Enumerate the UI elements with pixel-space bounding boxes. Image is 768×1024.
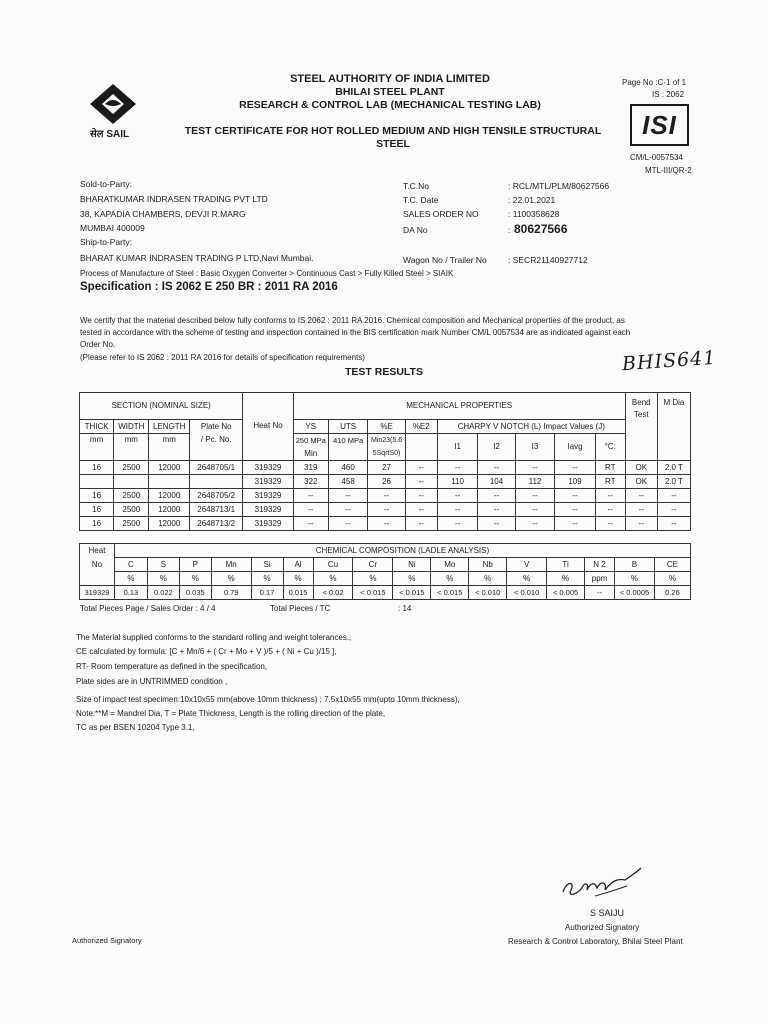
table-cell: 2500 — [114, 489, 149, 503]
chem-unit: % — [179, 572, 211, 586]
table-row — [80, 489, 691, 503]
table-cell: 110 — [437, 475, 478, 489]
table-cell — [114, 475, 149, 489]
sales-order-no: : 1100358628 — [508, 209, 560, 219]
table-cell: OK — [625, 461, 657, 475]
table-cell: -- — [478, 503, 515, 517]
signature-icon — [555, 860, 645, 902]
mandrel-dia-header: M Dia — [657, 393, 690, 461]
table-cell: 109 — [555, 475, 596, 489]
table-cell: 104 — [478, 475, 515, 489]
table-cell: -- — [478, 489, 515, 503]
note-5: Size of impact test specimen:10x10x55 mm(above 10mm thickness) ; 7.5x10x55 mm(upto 10mm thickness), — [76, 695, 460, 704]
chem-element-header: Al — [283, 558, 313, 572]
signature-scribble — [555, 860, 645, 907]
lab-name: RESEARCH & CONTROL LAB (MECHANICAL TESTING LAB) — [239, 99, 541, 111]
certificate-title: TEST CERTIFICATE FOR HOT ROLLED MEDIUM AND HIGH TENSILE STRUCTURAL — [184, 125, 602, 137]
table-cell: -- — [368, 517, 405, 531]
chem-heat-label: Heat — [80, 544, 115, 558]
signatory-org: Research & Control Laboratory, Bhilai Steel Plant — [508, 937, 683, 946]
bend-test-header-text: Bend Test — [631, 398, 651, 419]
table-cell: -- — [405, 475, 437, 489]
table-cell: -- — [515, 461, 555, 475]
uts-min-blank — [328, 447, 368, 461]
tc-date: : 22.01.2021 — [508, 195, 556, 205]
table-cell: -- — [437, 503, 478, 517]
elongation2-spec — [405, 434, 437, 461]
chem-value: 0.022 — [147, 586, 179, 600]
table-cell: -- — [555, 461, 596, 475]
table-cell: 26 — [368, 475, 405, 489]
chem-unit: % — [654, 572, 690, 586]
cml-number: CM/L-0057534 — [630, 153, 683, 162]
table-cell: 12000 — [149, 517, 190, 531]
uts-header: UTS — [328, 420, 368, 434]
company-name: STEEL AUTHORITY OF INDIA LIMITED — [290, 73, 490, 85]
certify-line-1: We certify that the material described below fully conforms to IS 2062 : 2011 RA 2016. Chemical composition and Mechanical properties of the product, as — [80, 316, 625, 325]
uts-spec: 410 MPa — [328, 434, 368, 448]
charpy-header: CHARPY V NOTCH (L) Impact Values (J) — [437, 420, 625, 434]
chem-unit: % — [147, 572, 179, 586]
certify-line-3: Order No. — [80, 340, 116, 349]
table-cell: -- — [657, 489, 690, 503]
table-cell: RT — [595, 461, 625, 475]
table-cell: -- — [293, 517, 328, 531]
tc-no-label: T.C.No — [403, 181, 429, 191]
table-cell: -- — [555, 489, 596, 503]
certify-line-4: (Please refer to IS 2062 : 2011 RA 2016 for details of specification requirements) — [80, 353, 365, 362]
width-header: WIDTH — [114, 420, 149, 434]
table-cell: 319329 — [243, 461, 293, 475]
chem-unit: ppm — [585, 572, 615, 586]
chem-value: 0.17 — [251, 586, 283, 600]
handwritten-note: BHIS641 — [621, 346, 717, 376]
ys-header: YS — [293, 420, 328, 434]
chem-element-header: Mn — [211, 558, 251, 572]
chem-element-header: Mo — [431, 558, 469, 572]
process-of-manufacture: Process of Manufacture of Steel : Basic Oxygen Converter > Continuous Cast > Fully Killed Steel > SIAIK — [80, 269, 454, 278]
table-cell: -- — [437, 461, 478, 475]
table-cell: -- — [328, 489, 368, 503]
table-cell: -- — [368, 503, 405, 517]
chem-unit: % — [615, 572, 655, 586]
temp-header: °C: — [595, 434, 625, 461]
wagon-no: : SECR21140927712 — [508, 255, 588, 265]
table-cell: -- — [328, 517, 368, 531]
table-cell: 322 — [293, 475, 328, 489]
table-cell: -- — [293, 503, 328, 517]
chem-unit: % — [469, 572, 507, 586]
certificate-title-2: STEEL — [376, 138, 410, 150]
section-header: SECTION (NOMINAL SIZE) — [80, 393, 243, 420]
chem-unit: % — [431, 572, 469, 586]
table-cell: 2648713/1 — [190, 503, 243, 517]
table-cell: -- — [625, 517, 657, 531]
chem-unit: % — [313, 572, 353, 586]
width-unit: mm — [114, 434, 149, 461]
table-cell: 319329 — [243, 503, 293, 517]
chem-value: 0.13 — [114, 586, 147, 600]
table-cell: 2648705/1 — [190, 461, 243, 475]
chem-value: < 0.0005 — [615, 586, 655, 600]
table-cell — [80, 475, 114, 489]
chem-element-header: P — [179, 558, 211, 572]
length-unit: mm — [149, 434, 190, 461]
table-cell: -- — [595, 503, 625, 517]
table-cell: -- — [405, 461, 437, 475]
chem-value: -- — [585, 586, 615, 600]
chem-unit: % — [283, 572, 313, 586]
chem-unit: % — [114, 572, 147, 586]
isi-mark — [630, 104, 689, 146]
form-ref: MTL-III/QR-2 — [645, 166, 692, 175]
chem-element-header: C — [114, 558, 147, 572]
chem-value: 0.26 — [654, 586, 690, 600]
table-row — [80, 503, 691, 517]
length-header: LENGTH — [149, 420, 190, 434]
table-cell: 319329 — [243, 489, 293, 503]
chemical-composition-header: CHEMICAL COMPOSITION (LADLE ANALYSIS) — [114, 544, 690, 558]
chem-value: 0.79 — [211, 586, 251, 600]
sold-to-addr2: MUMBAI 400009 — [80, 223, 145, 233]
table-cell: 27 — [368, 461, 405, 475]
table-cell: -- — [368, 489, 405, 503]
table-cell: -- — [515, 517, 555, 531]
total-pieces-tc-label: Total Pieces / TC — [270, 604, 331, 613]
chem-value: < 0.015 — [431, 586, 469, 600]
table-cell: 2648713/2 — [190, 517, 243, 531]
table-cell: 2.0 T — [657, 475, 690, 489]
isi-mark-text: ISI — [642, 109, 677, 140]
note-1: The Material supplied conforms to the standard rolling and weight tolerances., — [76, 633, 352, 642]
ys-spec: 250 MPa — [293, 434, 328, 448]
signatory-role: Authorized Signatory — [565, 923, 640, 932]
certify-line-2: tested in accordance with the scheme of testing and inspection contained in the BIS certification mark Number CM/L 0057534 are as indicated against each — [80, 328, 631, 337]
left-signatory-label: Authorized Signatory — [72, 936, 142, 945]
table-cell: -- — [555, 517, 596, 531]
table-cell: -- — [595, 517, 625, 531]
sold-to-label: Sold-to-Party: — [80, 179, 132, 189]
chem-no-label: No — [80, 558, 115, 572]
table-cell — [149, 475, 190, 489]
chem-element-header: Cu — [313, 558, 353, 572]
thick-header: THICK — [80, 420, 114, 434]
table-cell: -- — [405, 503, 437, 517]
i1-header: I1 — [437, 434, 478, 461]
chem-value: 0.015 — [283, 586, 313, 600]
table-cell: -- — [437, 517, 478, 531]
i2-header: I2 — [478, 434, 515, 461]
note-7: TC as per BSEN 10204 Type 3.1, — [76, 723, 195, 732]
note-2: CE calculated by formula: [C + Mn/6 + ( Cr + Mo + V )/5 + ( Ni + Cu )/15 ], — [76, 647, 337, 656]
table-cell: 12000 — [149, 489, 190, 503]
iavg-header: Iavg — [555, 434, 596, 461]
table-cell: -- — [437, 489, 478, 503]
chem-value: < 0.015 — [393, 586, 431, 600]
table-cell: -- — [405, 517, 437, 531]
chem-value: < 0.010 — [469, 586, 507, 600]
sail-logo-icon — [88, 82, 138, 126]
table-cell: 319329 — [243, 517, 293, 531]
chem-value: < 0.02 — [313, 586, 353, 600]
chem-element-header: Nb — [469, 558, 507, 572]
chem-element-header: Si — [251, 558, 283, 572]
page-no: Page No :C-1 of 1 — [622, 78, 687, 87]
table-cell: -- — [478, 517, 515, 531]
table-cell: -- — [293, 489, 328, 503]
table-cell: 2.0 T — [657, 461, 690, 475]
table-cell: -- — [478, 461, 515, 475]
chem-unit: % — [211, 572, 251, 586]
table-cell: 319329 — [243, 475, 293, 489]
table-cell: -- — [555, 503, 596, 517]
bend-test-header — [625, 393, 657, 461]
total-pieces-tc: : 14 — [398, 604, 412, 613]
sales-order-label: SALES ORDER NO — [403, 209, 479, 219]
chem-unit: % — [547, 572, 585, 586]
table-cell: OK — [625, 475, 657, 489]
mechanical-properties-header: MECHANICAL PROPERTIES — [293, 393, 625, 420]
ship-to-label: Ship-to-Party: — [80, 237, 132, 247]
table-cell: -- — [328, 503, 368, 517]
chem-value: 319329 — [80, 586, 115, 600]
test-results-title: TEST RESULTS — [345, 366, 423, 378]
table-cell: -- — [515, 489, 555, 503]
ship-to-name: BHARAT KUMAR INDRASEN TRADING P LTD,Navi Mumbai. — [80, 253, 314, 263]
table-cell: 458 — [328, 475, 368, 489]
table-cell: -- — [405, 489, 437, 503]
i3-header: I3 — [515, 434, 555, 461]
sold-to-addr1: 38, KAPADIA CHAMBERS, DEVJI R.MARG — [80, 209, 246, 219]
chem-value: < 0.015 — [353, 586, 393, 600]
elongation-header: %E — [368, 420, 405, 434]
signatory-name: S SAIJU — [590, 908, 625, 918]
chem-value: < 0.005 — [547, 586, 585, 600]
total-pieces-page: Total Pieces Page / Sales Order : 4 / 4 — [80, 604, 216, 613]
table-cell: 16 — [80, 489, 114, 503]
table-cell: 16 — [80, 461, 114, 475]
table-cell: 2500 — [114, 503, 149, 517]
table-row — [80, 475, 691, 489]
table-cell: 12000 — [149, 461, 190, 475]
chem-heat-blank — [80, 572, 115, 586]
wagon-label: Wagon No / Trailer No — [403, 255, 487, 265]
table-cell: RT — [595, 475, 625, 489]
table-cell: 16 — [80, 517, 114, 531]
table-cell: 16 — [80, 503, 114, 517]
table-cell: 2500 — [114, 517, 149, 531]
chemical-table — [79, 543, 691, 600]
da-no: 80627566 — [514, 222, 568, 236]
heat-no-blank — [243, 393, 293, 420]
test-results-table — [79, 392, 691, 531]
thick-unit: mm — [80, 434, 114, 461]
chem-element-header: N 2 — [585, 558, 615, 572]
table-cell: 2500 — [114, 461, 149, 475]
ys-min: Min — [293, 447, 328, 461]
chem-element-header: Cr — [353, 558, 393, 572]
chem-element-header: S — [147, 558, 179, 572]
chem-element-header: V — [507, 558, 547, 572]
pc-no-header: / Pc. No. — [190, 434, 243, 461]
chem-value: < 0.010 — [507, 586, 547, 600]
table-cell: -- — [515, 503, 555, 517]
table-cell: 12000 — [149, 503, 190, 517]
chem-unit: % — [393, 572, 431, 586]
note-3: RT- Room temperature as defined in the specification, — [76, 662, 268, 671]
elongation-spec: Min23(5.6 — [368, 434, 405, 448]
tc-no: : RCL/MTL/PLM/80627566 — [508, 181, 610, 191]
mechanical-rows — [80, 461, 691, 531]
table-cell: -- — [657, 517, 690, 531]
sail-logo — [88, 82, 138, 132]
table-cell: 460 — [328, 461, 368, 475]
note-4: Plate sides are in UNTRIMMED condition , — [76, 677, 228, 686]
table-row — [80, 517, 691, 531]
plant-name: BHILAI STEEL PLANT — [335, 86, 445, 98]
specification: Specification : IS 2062 E 250 BR : 2011 RA 2016 — [80, 281, 338, 293]
table-cell: 2648705/2 — [190, 489, 243, 503]
chem-unit: % — [353, 572, 393, 586]
plate-no-header: Plate No — [190, 420, 243, 434]
chem-element-header: Ti — [547, 558, 585, 572]
sold-to-name: BHARATKUMAR INDRASEN TRADING PVT LTD — [80, 194, 268, 204]
chem-value: 0.035 — [179, 586, 211, 600]
note-6: Note:**M = Mandrel Dia, T = Plate Thickness, Length is the rolling direction of the plate, — [76, 709, 386, 718]
elongation-spec-3: 5SqrtS0) — [368, 447, 405, 461]
da-no-colon: : — [508, 225, 511, 235]
da-no-label: DA No — [403, 225, 428, 235]
tc-date-label: T.C. Date — [403, 195, 439, 205]
heat-no-header: Heat No — [243, 420, 293, 461]
sail-logo-text: सेल SAIL — [90, 129, 130, 140]
table-cell: -- — [595, 489, 625, 503]
chem-element-header: Ni — [393, 558, 431, 572]
chem-element-header: B — [615, 558, 655, 572]
chem-unit: % — [507, 572, 547, 586]
standard-label: IS : 2062 — [652, 90, 685, 99]
table-cell: 319 — [293, 461, 328, 475]
table-cell: 112 — [515, 475, 555, 489]
table-row — [80, 461, 691, 475]
table-cell: -- — [625, 503, 657, 517]
table-cell: -- — [625, 489, 657, 503]
chem-unit: % — [251, 572, 283, 586]
chem-element-header: CE — [654, 558, 690, 572]
elongation2-header: %E2 — [405, 420, 437, 434]
table-cell — [190, 475, 243, 489]
table-cell: -- — [657, 503, 690, 517]
